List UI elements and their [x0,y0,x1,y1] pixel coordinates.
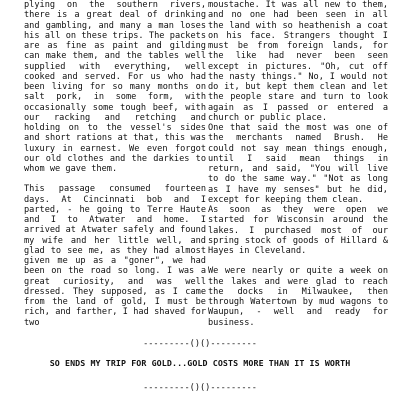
right-text-column [208,0,388,328]
separator-top: ---------()()--------- [143,339,257,349]
left-text-column [24,0,206,328]
closing-line: SO ENDS MY TRIP FOR GOLD...GOLD COSTS MORE THAN IT IS WORTH [49,358,351,368]
right-paragraph-4: We were nearly or quite a week on the lakes and were glad to reach the docks in Milwaukee, then through Watertown by mud wagons to Waupun, - well and ready for business. [208,266,388,328]
right-paragraph-3: As soon as they were open we started for Wisconsin around the lakes. I purchased most of our spring stock of goods of Hillard & Hayes in Cleveland. [208,205,388,256]
right-paragraph-1: moustache. It was all new to them, and no one had been seen in all the land with so heathenish a coat on his face. Strangers thought I must be from foreign lands, for the like had never been seen except in pictures. "Oh, cut off the nasty things." No, I would not do it, but kept them clean and let the people stare and turn to look again as I passed or entered a church or public place. [208,0,388,123]
right-paragraph-2: One that said the most was one of the merchants named Brush. He could not say mean things enough, until I said mean things in return, and said, "You will live to do the same way." "Not as long as I have my senses" but he did, except for keeping them clean. [208,123,388,205]
left-paragraph-1: plying on the southern rivers, there is a great deal of drinking and gambling, and many a man loses his all on these trips. The packets are as fine as paint and gilding can make them, and the tables well supplied with everything, well cooked and served. For us who had been living for so many months on salt pork, in some form, with occasionally some tough beef, with our racking and retching and holding on to the vessel's sides and short rations at that, this was luxury in earnest. We even forgot our old clothes and the darkies to whom we gave them. [24,0,206,174]
separator-bottom: ---------()()--------- [143,383,257,393]
left-paragraph-2: This passage consumed fourteen days. At Cincinnati bob and I parted, - he going to Terre Haute and I to Atwater and home. I arrived at Atwater safely and found my wife and her little well, and glad to see me, as they had almost given me up as a "goner", we had been on the road so long. I was a great curiosity, and was well dressed. They supposed, as I came from the land of gold, I must be rich, and farther, I had shaved for two [24,184,206,328]
